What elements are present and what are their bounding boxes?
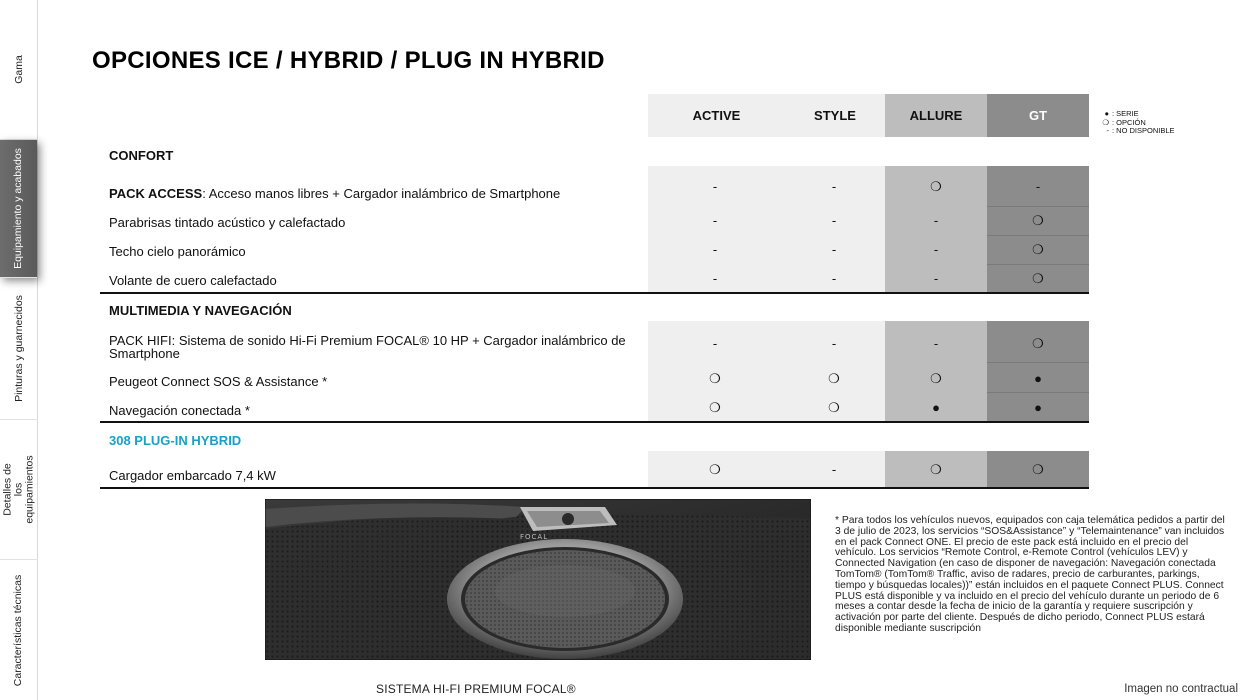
section-divider: [100, 421, 1089, 423]
row-label: [109, 187, 560, 200]
row-label: Volante de cuero calefactado: [109, 273, 277, 288]
legend-label: : OPCIÓN: [1112, 117, 1146, 127]
legend-item: [1101, 127, 1175, 136]
cell-style: -: [831, 271, 837, 286]
cell-allure: ❍: [930, 462, 942, 477]
legend-label: : NO DISPONIBLE: [1112, 126, 1175, 135]
cell-gt: ●: [1034, 371, 1042, 386]
cell-gt: ●: [1034, 400, 1042, 415]
cell-active: -: [712, 242, 718, 257]
row-label: PACK HIFI: Sistema de sonido Hi-Fi Premium FOCAL® 10 HP + Cargador inalámbrico de Smartphone: [109, 333, 626, 361]
cell-active: ❍: [709, 400, 721, 415]
row-label: Navegación conectada *: [109, 403, 250, 418]
sidebar-tab-label: Características técnicas: [12, 574, 25, 686]
footnote: * Para todos los vehículos nuevos, equipados con caja telemática pedidos a partir del 3 de julio de 2023, los servicios “SOS&Assistance” y “Telemaintenance” van incluidos en el pack Connect ONE. El precio de este pack está incluido en el precio del vehículo. Los servicios “Remote Control, e-Remote Control (vehículos LEV) y Connected Navigation (en caso de disponer de navegación: Navegación conectada TomTom® (TomTom® Traffic, aviso de radares, precio de carburantes, parkings, tiempo y búsquedas locales))” están incluidos en el paquete Connect PLUS. Connect PLUS está disponible y va incluido en el precio del vehículo durante un periodo de 6 meses a contar desde la fecha de inicio de la garantía y requiere suscripción y activación por parte del cliente. Después de dicho periodo, Connect PLUS estará disponible mediante suscripción: [835, 515, 1225, 634]
gt-row-divider: [987, 235, 1089, 236]
cell-active: -: [712, 336, 718, 351]
cell-allure: -: [933, 242, 939, 257]
sidebar-tab-label: Gama: [12, 55, 25, 84]
cell-style: -: [831, 336, 837, 351]
cell-style: -: [831, 179, 837, 194]
cell-active: ❍: [709, 462, 721, 477]
column-header-style: STYLE: [814, 108, 856, 123]
speaker-image: [265, 499, 811, 660]
cell-allure: ●: [932, 400, 940, 415]
legend: [1101, 110, 1175, 136]
section-title-multimedia: MULTIMEDIA Y NAVEGACIÓN: [109, 303, 292, 318]
sidebar-tab-equipamiento[interactable]: [0, 140, 37, 278]
cell-allure: -: [933, 213, 939, 228]
disclaimer: Imagen no contractual: [1124, 683, 1238, 695]
legend-serie-icon: ●: [1104, 109, 1109, 118]
row-label: Cargador embarcado 7,4 kW: [109, 468, 276, 483]
sidebar-tab-pinturas[interactable]: [0, 278, 38, 420]
sidebar-tab-label: Equipamiento y acabados: [12, 148, 24, 269]
cell-allure: -: [933, 336, 939, 351]
cell-style: ❍: [828, 371, 840, 386]
cell-active: -: [712, 271, 718, 286]
section-divider: [100, 292, 1089, 294]
row-label: Parabrisas tintado acústico y calefactado: [109, 215, 346, 230]
row-label-text: : Acceso manos libres + Cargador inalámbrico de Smartphone: [202, 186, 561, 201]
focal-speaker-photo: [265, 499, 811, 660]
cell-style: ❍: [828, 400, 840, 415]
sidebar-tab-caracteristicas[interactable]: [0, 560, 38, 700]
cell-gt: ❍: [1032, 213, 1044, 228]
gt-row-divider: [987, 392, 1089, 393]
cell-active: ❍: [709, 371, 721, 386]
brand-plate-text: FOCAL: [520, 533, 549, 541]
cell-allure: ❍: [930, 371, 942, 386]
cell-gt: ❍: [1032, 462, 1044, 477]
cell-gt: -: [1035, 179, 1041, 194]
sidebar-nav: [0, 0, 38, 700]
cell-active: -: [712, 213, 718, 228]
cell-style: -: [831, 462, 837, 477]
gt-row-divider: [987, 206, 1089, 207]
legend-no-disponible-icon: -: [1106, 126, 1109, 135]
page-title: OPCIONES ICE / HYBRID / PLUG IN HYBRID: [92, 47, 605, 74]
legend-label: : SERIE: [1112, 109, 1139, 118]
column-header-active: ACTIVE: [692, 108, 741, 123]
section-divider: [100, 487, 1089, 489]
sidebar-tab-label: Detalles de los equipamientos: [1, 455, 36, 524]
row-label-bold: PACK ACCESS: [109, 186, 203, 201]
section-title-plugin-hybrid: 308 PLUG-IN HYBRID: [109, 433, 242, 448]
cell-style: -: [831, 213, 837, 228]
sidebar-tab-label: Pinturas y guarnecidos: [12, 295, 25, 402]
cell-gt: ❍: [1032, 271, 1044, 286]
cell-gt: ❍: [1032, 336, 1044, 351]
sidebar-tab-detalles[interactable]: [0, 420, 38, 560]
cell-allure: -: [933, 271, 939, 286]
gt-row-divider: [987, 264, 1089, 265]
cell-style: -: [831, 242, 837, 257]
row-label: Peugeot Connect SOS & Assistance *: [109, 374, 328, 389]
column-header-allure: ALLURE: [909, 108, 963, 123]
row-label: Techo cielo panorámico: [109, 244, 246, 259]
cell-gt: ❍: [1032, 242, 1044, 257]
legend-opcion-icon: ❍: [1102, 117, 1109, 127]
cell-allure: ❍: [930, 179, 942, 194]
image-caption: SISTEMA HI-FI PREMIUM FOCAL®: [376, 682, 576, 696]
gt-row-divider: [987, 362, 1089, 363]
column-header-gt: GT: [1028, 108, 1048, 123]
sidebar-tab-gama[interactable]: [0, 0, 38, 140]
cell-active: -: [712, 179, 718, 194]
section-title-confort: CONFORT: [109, 148, 174, 163]
